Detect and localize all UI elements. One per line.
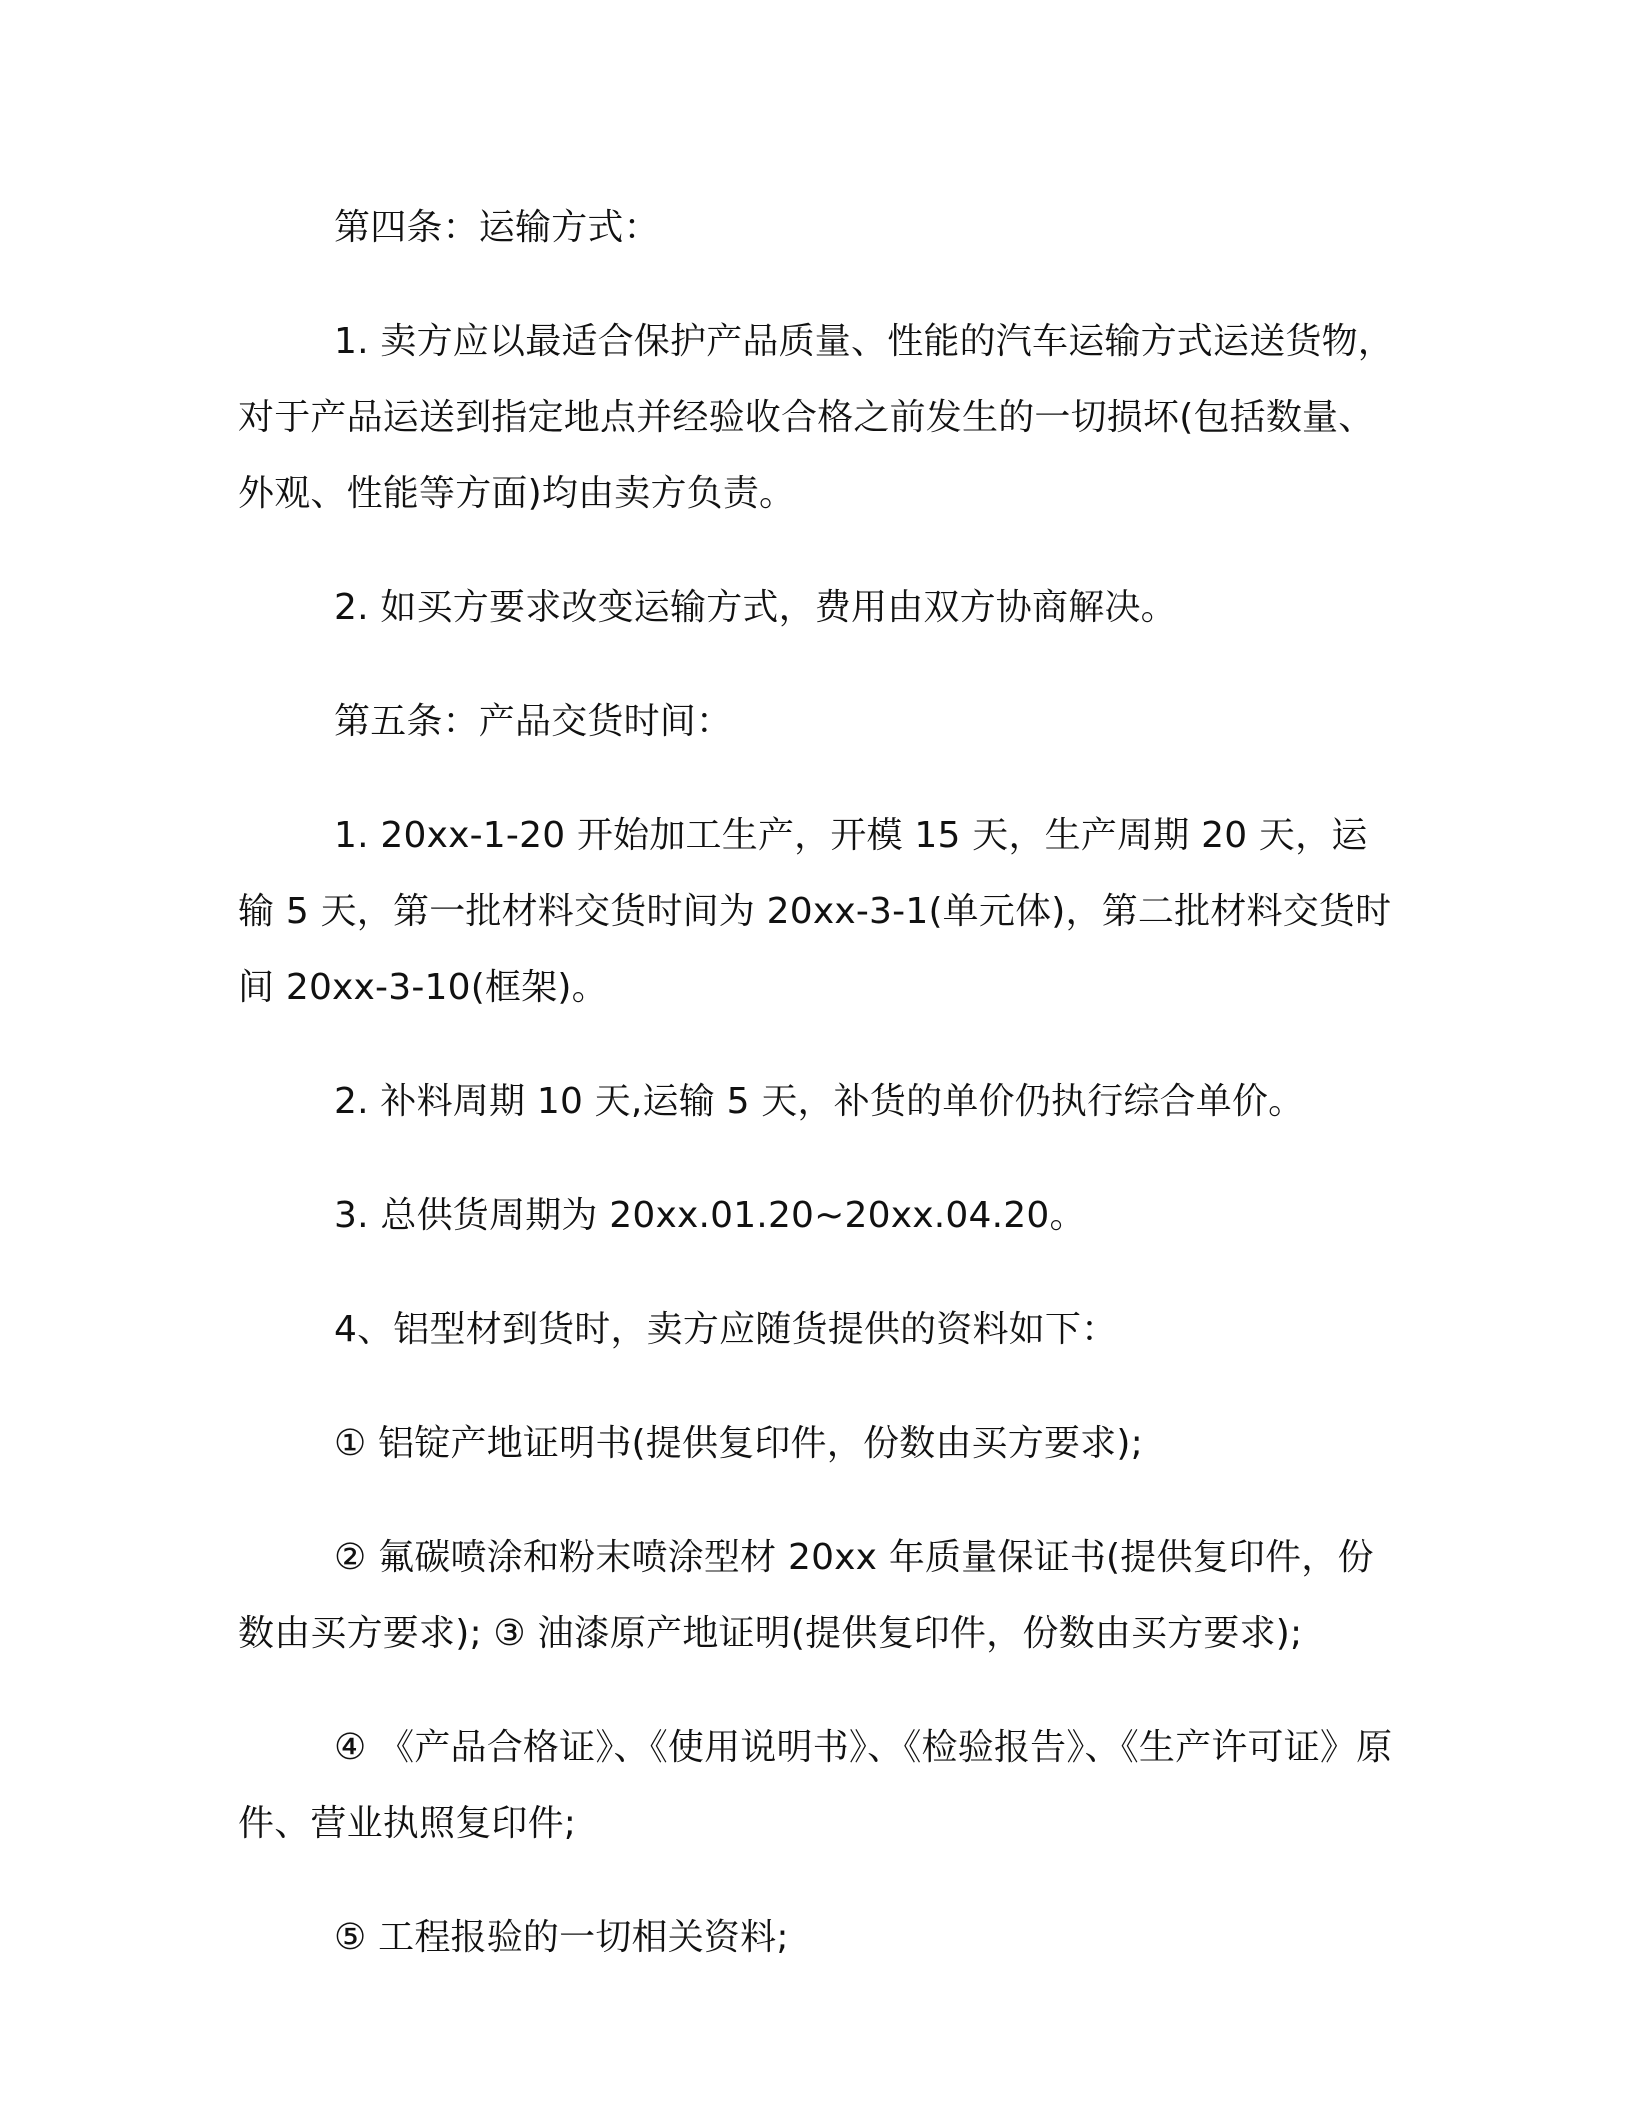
paragraph-transport-2: 2. 如买方要求改变运输方式，费用由双方协商解决。: [334, 587, 1177, 628]
list-item-document-1: ① 铝锭产地证明书(提供复印件，份数由买方要求);: [334, 1423, 1143, 1464]
paragraph-delivery-2: 2. 补料周期 10 天,运输 5 天，补货的单价仍执行综合单价。: [334, 1081, 1305, 1122]
paragraph-delivery-4: 4、铝型材到货时，卖方应随货提供的资料如下：: [334, 1309, 1118, 1350]
list-item-document-4: ④ 《产品合格证》、《使用说明书》、《检验报告》、《生产许可证》原件、营业执照复印件;: [238, 1727, 1393, 1844]
paragraph-transport-1: 1. 卖方应以最适合保护产品质量、性能的汽车运输方式运送货物，对于产品运送到指定地点并经验收合格之前发生的一切损坏(包括数量、外观、性能等方面)均由卖方负责。: [238, 321, 1394, 514]
list-item-document-2-3: ② 氟碳喷涂和粉末喷涂型材 20xx 年质量保证书(提供复印件，份数由买方要求); ③ 油漆原产地证明(提供复印件，份数由买方要求);: [238, 1537, 1374, 1654]
list-item-document-5: ⑤ 工程报验的一切相关资料;: [334, 1917, 789, 1958]
section-heading-article-4: 第四条：运输方式：: [334, 207, 660, 248]
document-body: [238, 190, 1396, 2014]
paragraph-delivery-1: 1. 20xx-1-20 开始加工生产，开模 15 天，生产周期 20 天，运输 5 天，第一批材料交货时间为 20xx-3-1(单元体)，第二批材料交货时间 20xx-3-10(框架)。: [238, 815, 1392, 1008]
paragraph-delivery-3: 3. 总供货周期为 20xx.01.20~20xx.04.20。: [334, 1195, 1086, 1236]
section-heading-article-5: 第五条：产品交货时间：: [334, 701, 733, 742]
